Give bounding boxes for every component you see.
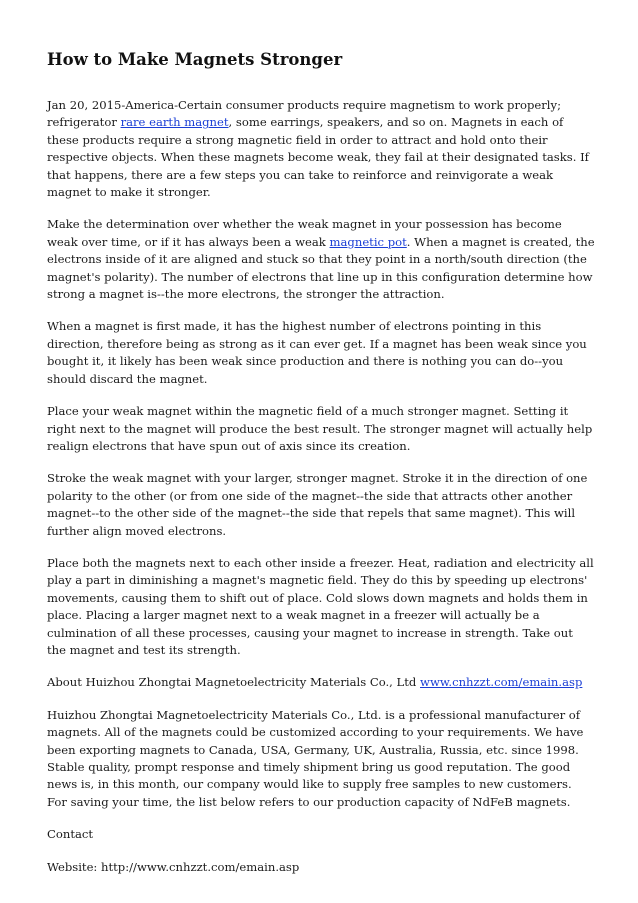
paragraph-determination	[47, 216, 595, 303]
paragraph-intro-text-end: , some earrings, speakers, and so on. Magnets in each of these products require a strong magnetic field in order to attract and hold onto their respective objects. When these magnets become weak, they fail at their designated tasks. If that happens, there are a few steps you can take to reinforce and reinvigorate a weak magnet to make it stronger.	[47, 115, 589, 200]
magnetic-pot-link[interactable]: magnetic pot	[329, 234, 407, 249]
paragraph-about-company-text: About Huizhou Zhongtai Magnetoelectricity Materials Co., Ltd	[47, 675, 421, 690]
paragraph-company-description: Huizhou Zhongtai Magnetoelectricity Materials Co., Ltd. is a professional manufacturer of magnets. All of the magnets could be customized according to your requirements. We have been exporting magnets to Canada, USA, Germany, UK, Australia, Russia, etc. since 1998. Stable quality, prompt response and timely shipment bring us good reputation. The good news is, in this month, our company would like to supply free samples to new customers. For saving your time, the list below refers to our production capacity of NdFeB magnets.	[47, 707, 584, 809]
company-website-link[interactable]: www.cnhzzt.com/emain.asp	[420, 675, 583, 690]
paragraph-determination-text-start: Make the determination over whether the weak magnet in your possession has become weak over time, or if it has always been a weak	[47, 217, 562, 249]
contact-heading: Contact	[47, 827, 94, 842]
paragraph-intro	[47, 97, 595, 201]
website-line: Website: http://www.cnhzzt.com/emain.asp	[47, 859, 300, 874]
paragraph-first-made: When a magnet is first made, it has the highest number of electrons pointing in this direction, therefore being as strong as it can ever get. If a magnet has been weak since you bought it, it likely has been weak since production and there is nothing you can do--you should discard the magnet.	[47, 319, 587, 386]
paragraph-freezer: Place both the magnets next to each other inside a freezer. Heat, radiation and electricity all play a part in diminishing a magnet's magnetic field. They do this by speeding up electrons' movements, causing them to shift out of place. Cold slows down magnets and holds them in place. Placing a larger magnet next to a weak magnet in a freezer will actually be a culmination of all these processes, causing your magnet to increase in strength. Take out the magnet and test its strength.	[47, 555, 594, 657]
page-title: How to Make Magnets Stronger	[47, 50, 343, 69]
rare-earth-magnet-link[interactable]: rare earth magnet	[120, 115, 229, 130]
paragraph-determination-text-end: . When a magnet is created, the electrons inside of it are aligned and stuck so that they point in a north/south direction (the magnet's polarity). The number of electrons that line up in this configuration determine how strong a magnet is--the more electrons, the stronger the attraction.	[47, 234, 595, 302]
document-page	[47, 48, 595, 891]
paragraph-about-company	[47, 674, 595, 691]
paragraph-stroke: Stroke the weak magnet with your larger, stronger magnet. Stroke it in the direction of one polarity to the other (or from one side of the magnet--the side that attracts other another magnet--to the other side of the magnet--the side that repels that same magnet). This will further align moved electrons.	[47, 471, 588, 538]
paragraph-intro-text-start: Jan 20, 2015-America-Certain consumer products require magnetism to work properly; refrigerator	[47, 98, 561, 130]
paragraph-magnetic-field: Place your weak magnet within the magnetic field of a much stronger magnet. Setting it right next to the magnet will produce the best result. The stronger magnet will actually help realign electrons that have spun out of axis since its creation.	[47, 404, 593, 453]
